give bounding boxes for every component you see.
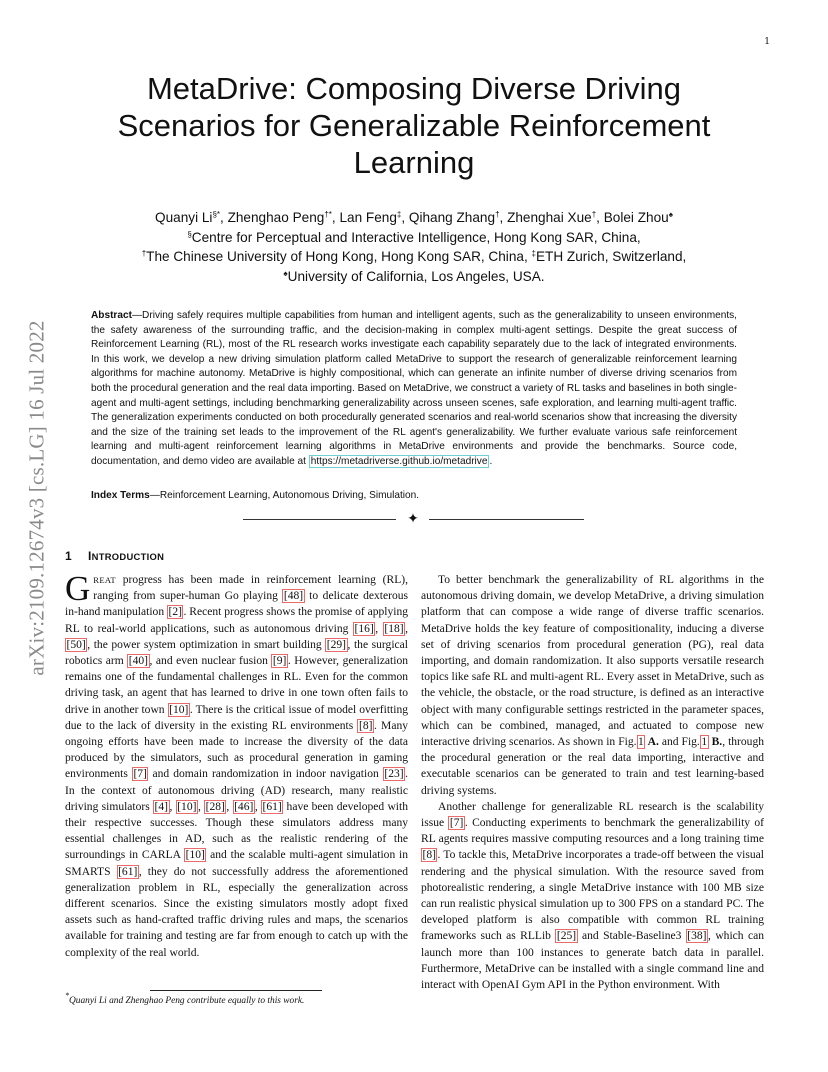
- affiliation-text: Centre for Perceptual and Interactive Intelligence, Hong Kong SAR, China,: [191, 229, 641, 245]
- text-run: . Conducting experiments to benchmark the generalizability of RL agents requires massive computing resources and a long training time: [421, 817, 764, 846]
- abstract-end: .: [489, 455, 493, 467]
- text-run: . However, generalization remains one of the fundamental challenges in RL. Even for the common driving task, an agent that has learned to drive in one town often fails to drive in another town: [65, 655, 408, 716]
- author-name: , Bolei Zhou: [596, 210, 669, 225]
- footnote: [65, 991, 305, 1006]
- citation-link[interactable]: [25]: [556, 930, 577, 943]
- footnote-text: Quanyi Li and Zhenghao Peng contribute equally to this work.: [69, 996, 305, 1006]
- affiliation-mark: †: [141, 249, 147, 258]
- affiliation-mark: †: [495, 210, 500, 219]
- abstract-label: Abstract: [91, 310, 132, 321]
- text-run: , and even nuclear fusion: [149, 655, 272, 668]
- citation-link[interactable]: [8]: [422, 849, 436, 862]
- section-separator: [243, 511, 584, 527]
- affiliation-text: The Chinese University of Hong Kong, Hong Kong SAR, China,: [146, 249, 532, 264]
- author-name: Quanyi Li: [155, 210, 213, 225]
- text-run: Another challenge for generalizable RL research is the scalability issue: [421, 800, 764, 830]
- footnote-mark: *: [65, 991, 69, 1000]
- text-run: . Many ongoing efforts have been made to increase the diversity of the data produced by the simulators, such as procedural generation in gaming environments: [65, 719, 409, 781]
- bold-text: B.: [708, 736, 723, 749]
- arxiv-stamp-text: arXiv:2109.12674v3 [cs.LG] 16 Jul 2022: [24, 320, 49, 676]
- affiliation-text: ETH Zurich, Switzerland,: [535, 249, 687, 264]
- text-run: , which can launch more than 100 instances to generate batch data in parallel. Furthermore, MetaDrive can be installed with a single command line and interact with OpenAI Gym API in the Python environment. With: [421, 930, 764, 992]
- paragraph: [65, 569, 409, 961]
- affiliation-mark: ‡: [396, 210, 402, 219]
- affiliation-text: University of California, Los Angeles, USA.: [287, 268, 545, 284]
- section-title: NTRODUCTION: [91, 551, 165, 562]
- section-number: 1: [65, 549, 72, 563]
- right-column: [421, 572, 764, 993]
- affiliation-mark: §: [187, 229, 192, 239]
- drop-cap: G: [65, 569, 91, 608]
- author-name: , Qihang Zhang: [401, 210, 496, 225]
- abstract-text: —Driving safely requires multiple capabilities from human and intelligent agents, such as the generalizability to unseen environments, the safety awareness of the surrounding traffic, and the decision-making in complex multi-agent settings. Despite the great success of Reinforcement Learning (RL), most of the RL research works investigate each capability separately due to the lack of integrated environments. In this work, we develop a new driving simulation platform called MetaDrive to support the research of generalizable reinforcement learning algorithms for machine autonomy. MetaDrive is highly compositional, which can generate an infinite number of diverse driving scenarios from both the procedural generation and the real data importing. Based on MetaDrive, we construct a variety of RL tasks and baselines in both single-agent and multi-agent settings, including benchmarking generalizability across unseen scenes, safe exploration, and learning multi-agent traffic. The generalization experiments conducted on both procedurally generated scenarios and real-world scenarios show that increasing the diversity and the size of the training set leads to the improvement of the RL agent's generalizability. We further evaluate various safe reinforcement learning and multi-agent reinforcement learning algorithms in MetaDrive environments and provide the benchmarks. Source code, documentation, and demo video are available at: [91, 310, 737, 467]
- abstract: [91, 309, 737, 470]
- paragraph: [421, 799, 764, 993]
- text-run: . To tackle this, MetaDrive incorporates a trade-off between the visual rendering and the physical simulation. With the resource saved from photorealistic rendering, a single MetaDrive instance with 100 MB size can run realistic physical simulation up to 300 FPS on a standard PC. The developed platform is also compatible with common RL training frameworks such as RLLib: [421, 849, 764, 943]
- section-heading: [65, 549, 164, 563]
- footnote-rule: [150, 990, 322, 991]
- citation-link[interactable]: [61]: [118, 865, 138, 878]
- citation-link[interactable]: [7]: [133, 768, 147, 781]
- text-run: , through the procedural generation or the real data importing, interactive and executable scenarios can be generated to train and test learning-based driving systems.: [421, 736, 765, 797]
- title-line: Scenarios for Generalizable Reinforcement: [117, 108, 711, 143]
- separator-diamond-icon: ✦: [407, 511, 419, 527]
- paragraph: [421, 572, 764, 799]
- arxiv-stamp: [17, 293, 57, 703]
- author-name: , Zhenghai Xue: [499, 210, 592, 225]
- text-run: ,: [254, 800, 262, 813]
- separator-line: [243, 519, 396, 520]
- author-name: , Zhenghao Peng: [220, 210, 325, 225]
- text-run: . In the context of autonomous driving (AD) research, many realistic driving simulators: [65, 768, 408, 813]
- text-run: ,: [405, 622, 408, 635]
- affiliation-mark: †: [591, 210, 597, 219]
- citation-link[interactable]: [4]: [154, 800, 169, 813]
- text-run: and Fig.: [658, 736, 700, 749]
- title-line: Learning: [353, 145, 475, 180]
- text-run: ,: [197, 800, 205, 813]
- affiliation-mark: ‡: [531, 249, 536, 258]
- text-run: progress has been made in reinforcement learning (RL), ranging from super-human Go playing: [93, 574, 408, 603]
- text-run: and domain randomization in indoor navigation: [148, 768, 383, 781]
- citation-link[interactable]: 1: [701, 736, 708, 749]
- bold-text: A.: [645, 736, 659, 749]
- text-run: . There is the critical issue of model overfitting due to the lack of diversity in the existing RL environments: [65, 703, 408, 732]
- author-block: [64, 208, 764, 286]
- index-terms: [91, 490, 737, 501]
- affiliation-mark: †*: [324, 210, 332, 219]
- citation-link[interactable]: [10]: [177, 800, 197, 813]
- affiliation-mark: ♠: [283, 268, 288, 278]
- citation-link[interactable]: [16]: [354, 622, 374, 635]
- paper-title: [64, 70, 764, 181]
- citation-link[interactable]: [48]: [283, 590, 304, 603]
- project-link[interactable]: https://metadriverse.github.io/metadrive: [310, 455, 488, 467]
- affiliation-mark: ♠: [668, 210, 673, 219]
- citation-link[interactable]: [10]: [185, 849, 205, 862]
- affiliation: [64, 228, 764, 248]
- affiliation-mark: §*: [212, 210, 221, 219]
- text-run: to delicate dexterous in-hand manipulation: [65, 590, 408, 619]
- text-run: ,: [375, 622, 383, 635]
- text-run: , the power system optimization in smart building: [87, 638, 326, 651]
- citation-link[interactable]: [10]: [169, 703, 189, 716]
- text-run: and Stable-Baseline3: [577, 930, 686, 943]
- citation-link[interactable]: [40]: [128, 655, 148, 668]
- text-run: , the surgical robotics arm: [65, 638, 408, 668]
- text-run: , they do not successfully address the aforementioned generalization problem in RL, especially the generalization across different scenarios. Since the existing simulators mostly adopt fixed assets such as hand-crafted traffic driving rules and maps, the scenarios available for training and testing are far from enough to catch up with the complexity of the real world.: [65, 865, 408, 959]
- section-title-initial: I: [87, 549, 92, 563]
- text-run: have been developed with their respective successes. Though these simulators address many essential challenges in AD, such as the realistic rendering of the surroundings in CARLA: [65, 800, 408, 862]
- citation-link[interactable]: [2]: [168, 606, 182, 619]
- citation-link[interactable]: [50]: [66, 638, 86, 651]
- separator-line: [429, 519, 584, 520]
- affiliation: [64, 267, 764, 287]
- text-run: . Recent progress shows the promise of applying RL to real-world applications, such as autonomous driving: [65, 606, 408, 635]
- citation-link[interactable]: [8]: [358, 719, 373, 732]
- page-number: 1: [764, 37, 770, 47]
- affiliation: [64, 247, 764, 267]
- citation-link[interactable]: [23]: [384, 768, 404, 781]
- citation-link[interactable]: [38]: [687, 930, 707, 943]
- citation-link[interactable]: [7]: [449, 817, 464, 830]
- citation-link[interactable]: [29]: [326, 638, 346, 651]
- text-run: and the scalable multi-agent simulation in SMARTS: [65, 849, 408, 878]
- text-run: ,: [169, 800, 176, 813]
- small-caps-text: REAT: [93, 575, 116, 585]
- citation-link[interactable]: [28]: [205, 800, 225, 813]
- text-run: To better benchmark the generalizability of RL algorithms in the autonomous driving domain, we develop MetaDrive, a driving simulation platform that can compose a wide range of diverse traffic scenarios. MetaDrive holds the key feature of compositionality, inducing a diverse set of driving scenarios from procedural generation (PG), real data importing, and domain randomization. It also supports versatile research topics like safe RL and multi-agent RL. Every asset in MetaDrive, such as the vehicle, the obstacle, or the road structure, is defined as an interactive object with many configurable settings restricted in the parameter spaces, which can be combined, managed, and actuated to compose new interactive driving scenarios. As shown in Fig.: [421, 574, 764, 749]
- author-list: [64, 208, 764, 228]
- citation-link[interactable]: [46]: [234, 800, 254, 813]
- author-name: , Lan Feng: [331, 210, 397, 225]
- citation-link[interactable]: [18]: [384, 622, 404, 635]
- citation-link[interactable]: [61]: [262, 800, 282, 813]
- index-terms-text: —Reinforcement Learning, Autonomous Driving, Simulation.: [149, 490, 420, 501]
- index-terms-label: Index Terms: [91, 490, 150, 501]
- citation-link[interactable]: [9]: [272, 655, 287, 668]
- citation-link[interactable]: 1: [638, 736, 644, 749]
- text-run: ,: [226, 800, 233, 813]
- title-line: MetaDrive: Composing Diverse Driving: [146, 71, 682, 106]
- left-column: [65, 569, 409, 961]
